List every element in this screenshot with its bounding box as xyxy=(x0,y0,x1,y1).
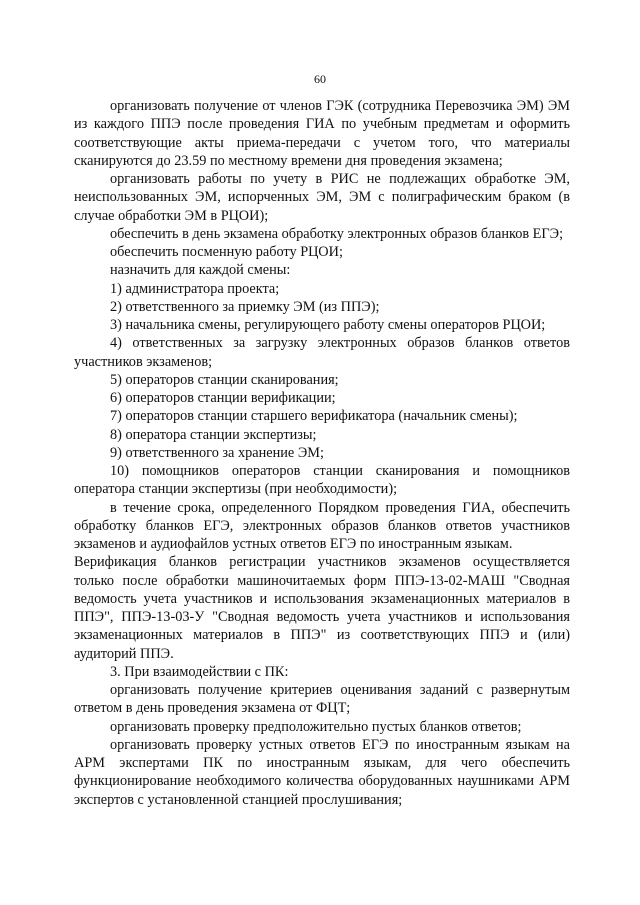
list-item: 5) операторов станции сканирования; xyxy=(110,371,339,388)
list-item: 4) ответственных за загрузку электронных образов бланков ответов участников экзаменов; xyxy=(74,335,570,370)
paragraph: организовать работы по учету в РИС не подлежащих обработке ЭМ, неиспользованных ЭМ, испорченных ЭМ, ЭМ с полиграфическим браком (в случае обработки ЭМ в РЦОИ); xyxy=(74,171,570,224)
paragraph: организовать проверку устных ответов ЕГЭ по иностранным языкам на АРМ экспертами ПК по иностранным языкам, для чего обеспечить функционирование необходимого количества оборудованных наушниками АРМ экспертов с установленной станцией прослушивания; xyxy=(74,736,570,808)
list-item: 7) операторов станции старшего верификатора (начальник смены); xyxy=(110,408,518,425)
paragraph: организовать получение от членов ГЭК (сотрудника Перевозчика ЭМ) ЭМ из каждого ППЭ после проведения ГИА по учебным предметам и оформить соответствующие акты приема-передачи с учетом того, что материалы сканируются до 23.59 по местному времени дня проведения экзамена; xyxy=(74,98,570,169)
paragraph: организовать проверку предположительно пустых бланков ответов; xyxy=(110,718,522,735)
list-item: 3) начальника смены, регулирующего работу смены операторов РЦОИ; xyxy=(110,317,546,333)
document-body xyxy=(74,97,570,809)
paragraph: Верификация бланков регистрации участников экзаменов осуществляется только после обработки машиночитаемых форм ППЭ-13-02-МАШ "Сводная ведомость учета участников и использования экзаменационных материалов в ППЭ", ППЭ-13-03-У "Сводная ведомость учета участников и использования экзаменационных материалов в ППЭ" из соответствующих ППЭ и (или) аудиторий ППЭ. xyxy=(74,554,570,662)
paragraph: обеспечить посменную работу РЦОИ; xyxy=(110,244,343,260)
list-item: 6) операторов станции верификации; xyxy=(110,390,336,406)
list-item: 10) помощников операторов станции сканирования и помощников оператора станции экспертизы (при необходимости); xyxy=(74,463,570,498)
paragraph: организовать получение критериев оценивания заданий с развернутым ответом в день проведения экзамена от ФЦТ; xyxy=(74,682,570,717)
list-item: 2) ответственного за приемку ЭМ (из ППЭ); xyxy=(110,298,380,315)
section-heading: 3. При взаимодействии с ПК: xyxy=(110,663,289,680)
list-item: 8) оператора станции экспертизы; xyxy=(110,426,317,443)
paragraph: обеспечить в день экзамена обработку электронных образов бланков ЕГЭ; xyxy=(110,225,564,242)
paragraph: назначить для каждой смены: xyxy=(110,262,291,279)
list-item: 1) администратора проекта; xyxy=(110,280,280,297)
page-number: 60 xyxy=(314,72,326,86)
paragraph: в течение срока, определенного Порядком проведения ГИА, обеспечить обработку бланков ЕГЭ, электронных образов бланков ответов участников экзаменов и аудиофайлов устных ответов ЕГЭ по иностранным языкам. xyxy=(74,499,570,552)
list-item: 9) ответственного за хранение ЭМ; xyxy=(110,444,324,461)
